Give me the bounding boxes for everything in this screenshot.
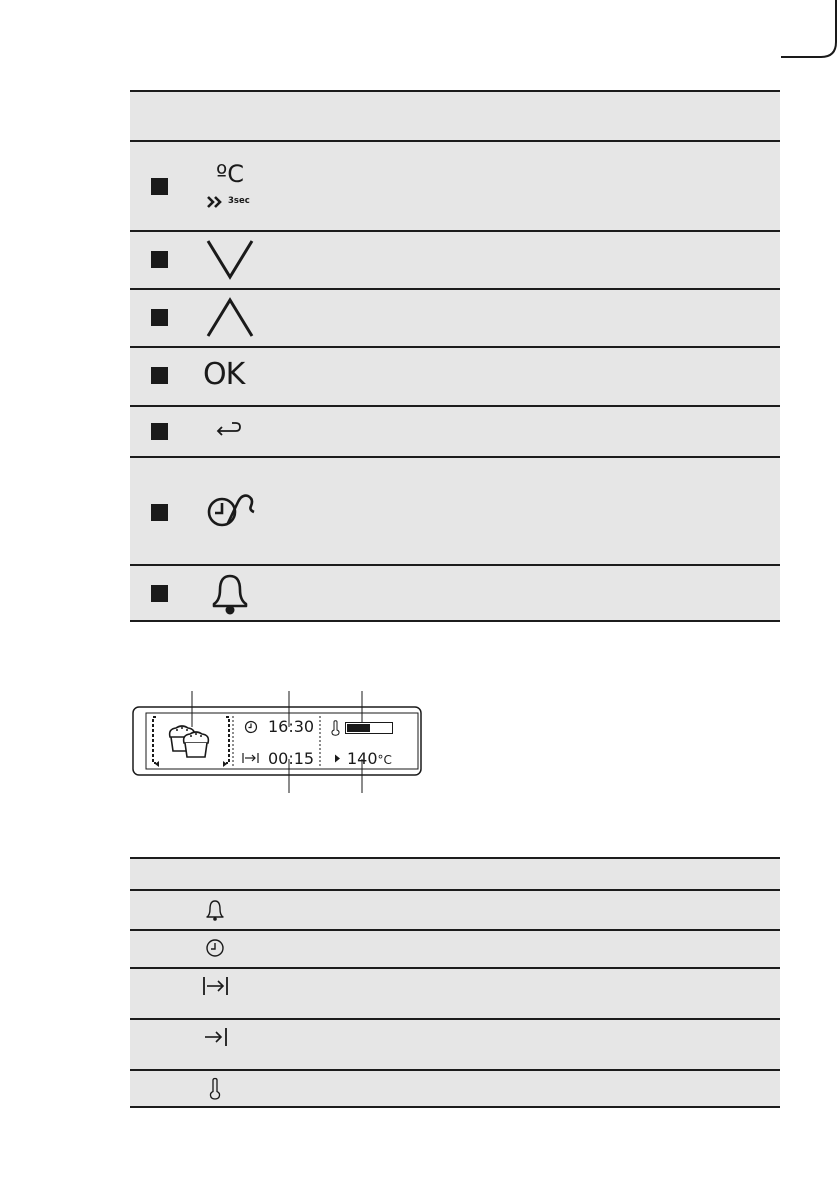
back-arrow-icon: [216, 422, 242, 438]
table-row-temperature: [130, 1069, 780, 1108]
clock-probe-icon: [206, 490, 260, 530]
sensor-field-marker: [151, 309, 168, 326]
display-symbols-table: [130, 857, 780, 1108]
table-row-alarm: [130, 889, 780, 929]
ok-icon: OK: [203, 357, 245, 392]
temperature-progress-fill: [347, 724, 370, 732]
duration-icon: [202, 975, 230, 997]
duration-icon: [242, 752, 260, 764]
table-row-temperature-key: ºC 3sec: [130, 140, 780, 230]
display-duration-value: 00:15: [268, 749, 315, 768]
table-header-row: [130, 90, 780, 142]
bell-icon: [210, 570, 250, 616]
table-row-ok-key: [130, 346, 780, 405]
sensor-field-marker: [151, 504, 168, 521]
table-row-duration: [130, 967, 780, 1018]
display-time-value: 16:30: [268, 717, 315, 736]
heating-function-dish-icon: [150, 715, 232, 769]
thermometer-icon: [208, 1077, 222, 1101]
table-row-end-time: [130, 1018, 780, 1069]
sensor-field-marker: [151, 251, 168, 268]
display-temperature: [347, 751, 392, 768]
table-row-clock: [130, 929, 780, 967]
play-indicator-icon: [334, 754, 341, 763]
end-time-icon: [203, 1026, 229, 1048]
chevron-down-icon: [204, 238, 256, 280]
bell-icon: [204, 898, 226, 922]
display-temperature-unit: °C: [377, 753, 392, 767]
table-row-back-key: [130, 405, 780, 456]
sensor-field-marker: [151, 585, 168, 602]
sensor-field-marker: [151, 178, 168, 195]
table-row-timer-key: [130, 456, 780, 564]
sensor-field-marker: [151, 367, 168, 384]
sensor-field-marker: [151, 423, 168, 440]
table-row-alarm-key: [130, 564, 780, 622]
oven-display: [132, 689, 422, 794]
thermometer-icon: [330, 720, 342, 736]
clock-icon: [205, 938, 225, 958]
clock-icon: [244, 720, 258, 734]
control-panel-table: [130, 90, 780, 622]
table-header-row: [130, 857, 780, 891]
table-row-down-key: [130, 230, 780, 288]
page-cut-mark: [781, 0, 839, 60]
chevron-up-icon: [204, 297, 256, 339]
display-temperature-value: 140: [347, 749, 378, 768]
temperature-progress-bar: [345, 722, 393, 734]
table-row-up-key: [130, 288, 780, 346]
